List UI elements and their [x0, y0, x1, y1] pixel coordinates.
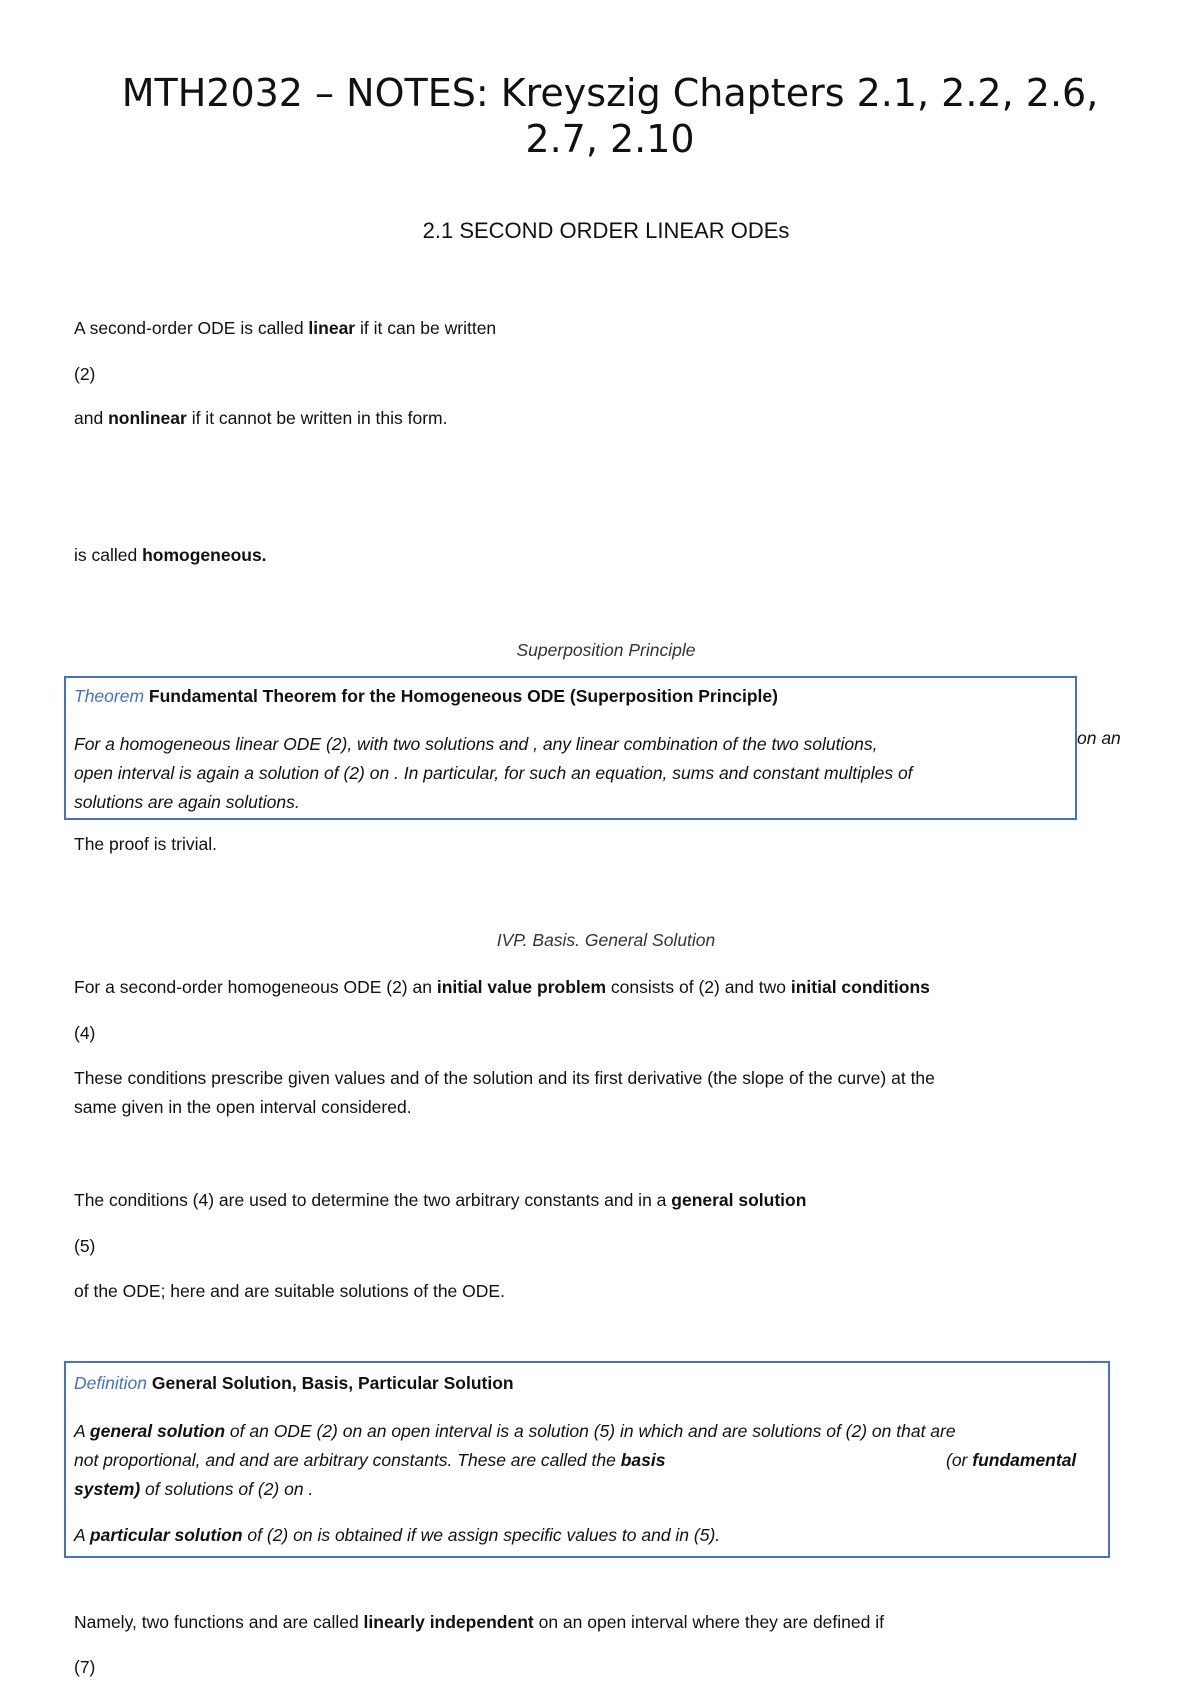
paragraph-conditions-line-2: same given in the open interval considered. — [74, 1097, 412, 1117]
paragraph-proof: The proof is trivial. — [74, 834, 217, 854]
equation-number-2: (2) — [74, 364, 96, 384]
paragraph-ivp: For a second-order homogeneous ODE (2) an initial value problem consists of (2) and two initial conditions — [74, 977, 930, 997]
theorem-title: Fundamental Theorem for the Homogeneous ODE (Superposition Principle) — [148, 686, 778, 706]
definition-text-line-2: not proportional, and and are arbitrary constants. These are called the basis — [74, 1450, 666, 1470]
paragraph-nonlinear: and nonlinear if it cannot be written in this form. — [74, 408, 448, 428]
paragraph-linear-independence: Namely, two functions and are called linearly independent on an open interval where they are defined if — [74, 1612, 884, 1632]
equation-number-5: (5) — [74, 1236, 96, 1256]
theorem-text-line-1: For a homogeneous linear ODE (2), with two solutions and , any linear combination of the two solutions, — [74, 734, 878, 754]
theorem-keyword: Theorem — [74, 686, 145, 706]
definition-text-line-3: system) of solutions of (2) on . — [74, 1479, 314, 1499]
definition-box — [64, 1361, 1110, 1558]
subheading-superposition: Superposition Principle — [516, 640, 696, 660]
theorem-text-line-3: solutions are again solutions. — [74, 792, 300, 812]
definition-text-line-2-tail: (or fundamental — [946, 1450, 1077, 1470]
theorem-heading — [74, 686, 778, 707]
paragraph-linear-definition: A second-order ODE is called linear if it can be written — [74, 318, 497, 338]
page-title-line-1: MTH2032 – NOTES: Kreyszig Chapters 2.1, 2.2, 2.6, — [121, 71, 1099, 115]
section-heading: 2.1 SECOND ORDER LINEAR ODEs — [422, 218, 790, 243]
equation-number-7: (7) — [74, 1657, 96, 1677]
paragraph-of-the-ode: of the ODE; here and are suitable solutions of the ODE. — [74, 1281, 505, 1301]
page-title-line-2: 2.7, 2.10 — [525, 117, 695, 161]
definition-heading — [74, 1373, 514, 1394]
theorem-text-line-2: open interval is again a solution of (2) on . In particular, for such an equation, sums and constant multiples of — [74, 763, 913, 783]
definition-keyword: Definition — [74, 1373, 147, 1393]
definition-text-line-4: A particular solution of (2) on is obtained if we assign specific values to and in (5). — [74, 1525, 721, 1545]
page-title — [60, 70, 1160, 162]
equation-number-4: (4) — [74, 1023, 96, 1043]
definition-text-line-1: A general solution of an ODE (2) on an open interval is a solution (5) in which and are solutions of (2) on that are — [74, 1421, 956, 1441]
subheading-ivp: IVP. Basis. General Solution — [496, 930, 716, 950]
theorem-box — [64, 676, 1077, 820]
definition-title: General Solution, Basis, Particular Solution — [151, 1373, 514, 1393]
paragraph-homogeneous: is called homogeneous. — [74, 545, 267, 565]
theorem-overflow-text: on an — [1077, 728, 1121, 748]
paragraph-conditions-line-1: These conditions prescribe given values and of the solution and its first derivative (the slope of the curve) at the — [74, 1068, 935, 1088]
paragraph-constants: The conditions (4) are used to determine the two arbitrary constants and in a general solution — [74, 1190, 807, 1210]
